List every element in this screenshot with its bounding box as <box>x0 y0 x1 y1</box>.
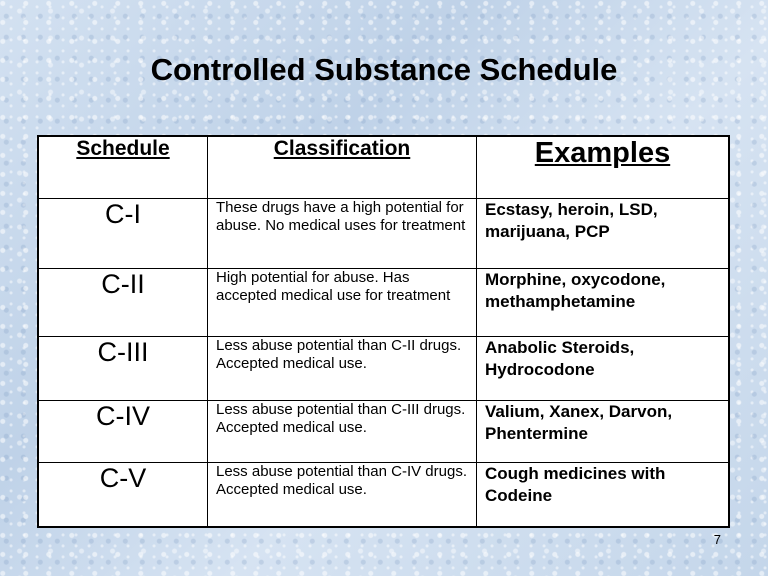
classification-cell: These drugs have a high potential for abuse. No medical uses for treatment <box>208 198 477 268</box>
examples-cell: Anabolic Steroids, Hydrocodone <box>477 336 730 400</box>
classification-cell: High potential for abuse. Has accepted medical use for treatment <box>208 268 477 336</box>
table-row <box>38 462 729 527</box>
examples-cell: Ecstasy, heroin, LSD, marijuana, PCP <box>477 198 730 268</box>
schedule-cell: C-III <box>38 336 208 400</box>
examples-cell: Morphine, oxycodone, methamphetamine <box>477 268 730 336</box>
schedule-cell: C-IV <box>38 400 208 462</box>
table-header-row <box>38 136 729 198</box>
classification-cell: Less abuse potential than C-IV drugs. Accepted medical use. <box>208 462 477 527</box>
table-row <box>38 198 729 268</box>
header-schedule: Schedule <box>38 136 208 198</box>
examples-cell: Valium, Xanex, Darvon, Phentermine <box>477 400 730 462</box>
header-classification: Classification <box>208 136 477 198</box>
schedule-cell: C-II <box>38 268 208 336</box>
schedule-cell: C-I <box>38 198 208 268</box>
schedule-table <box>37 135 730 528</box>
header-examples: Examples <box>477 136 730 198</box>
table-row <box>38 400 729 462</box>
classification-cell: Less abuse potential than C-III drugs. Accepted medical use. <box>208 400 477 462</box>
examples-cell: Cough medicines with Codeine <box>477 462 730 527</box>
slide-title: Controlled Substance Schedule <box>150 52 618 87</box>
classification-cell: Less abuse potential than C-II drugs. Accepted medical use. <box>208 336 477 400</box>
page-number: 7 <box>713 532 721 547</box>
table-row <box>38 268 729 336</box>
table-row <box>38 336 729 400</box>
schedule-cell: C-V <box>38 462 208 527</box>
